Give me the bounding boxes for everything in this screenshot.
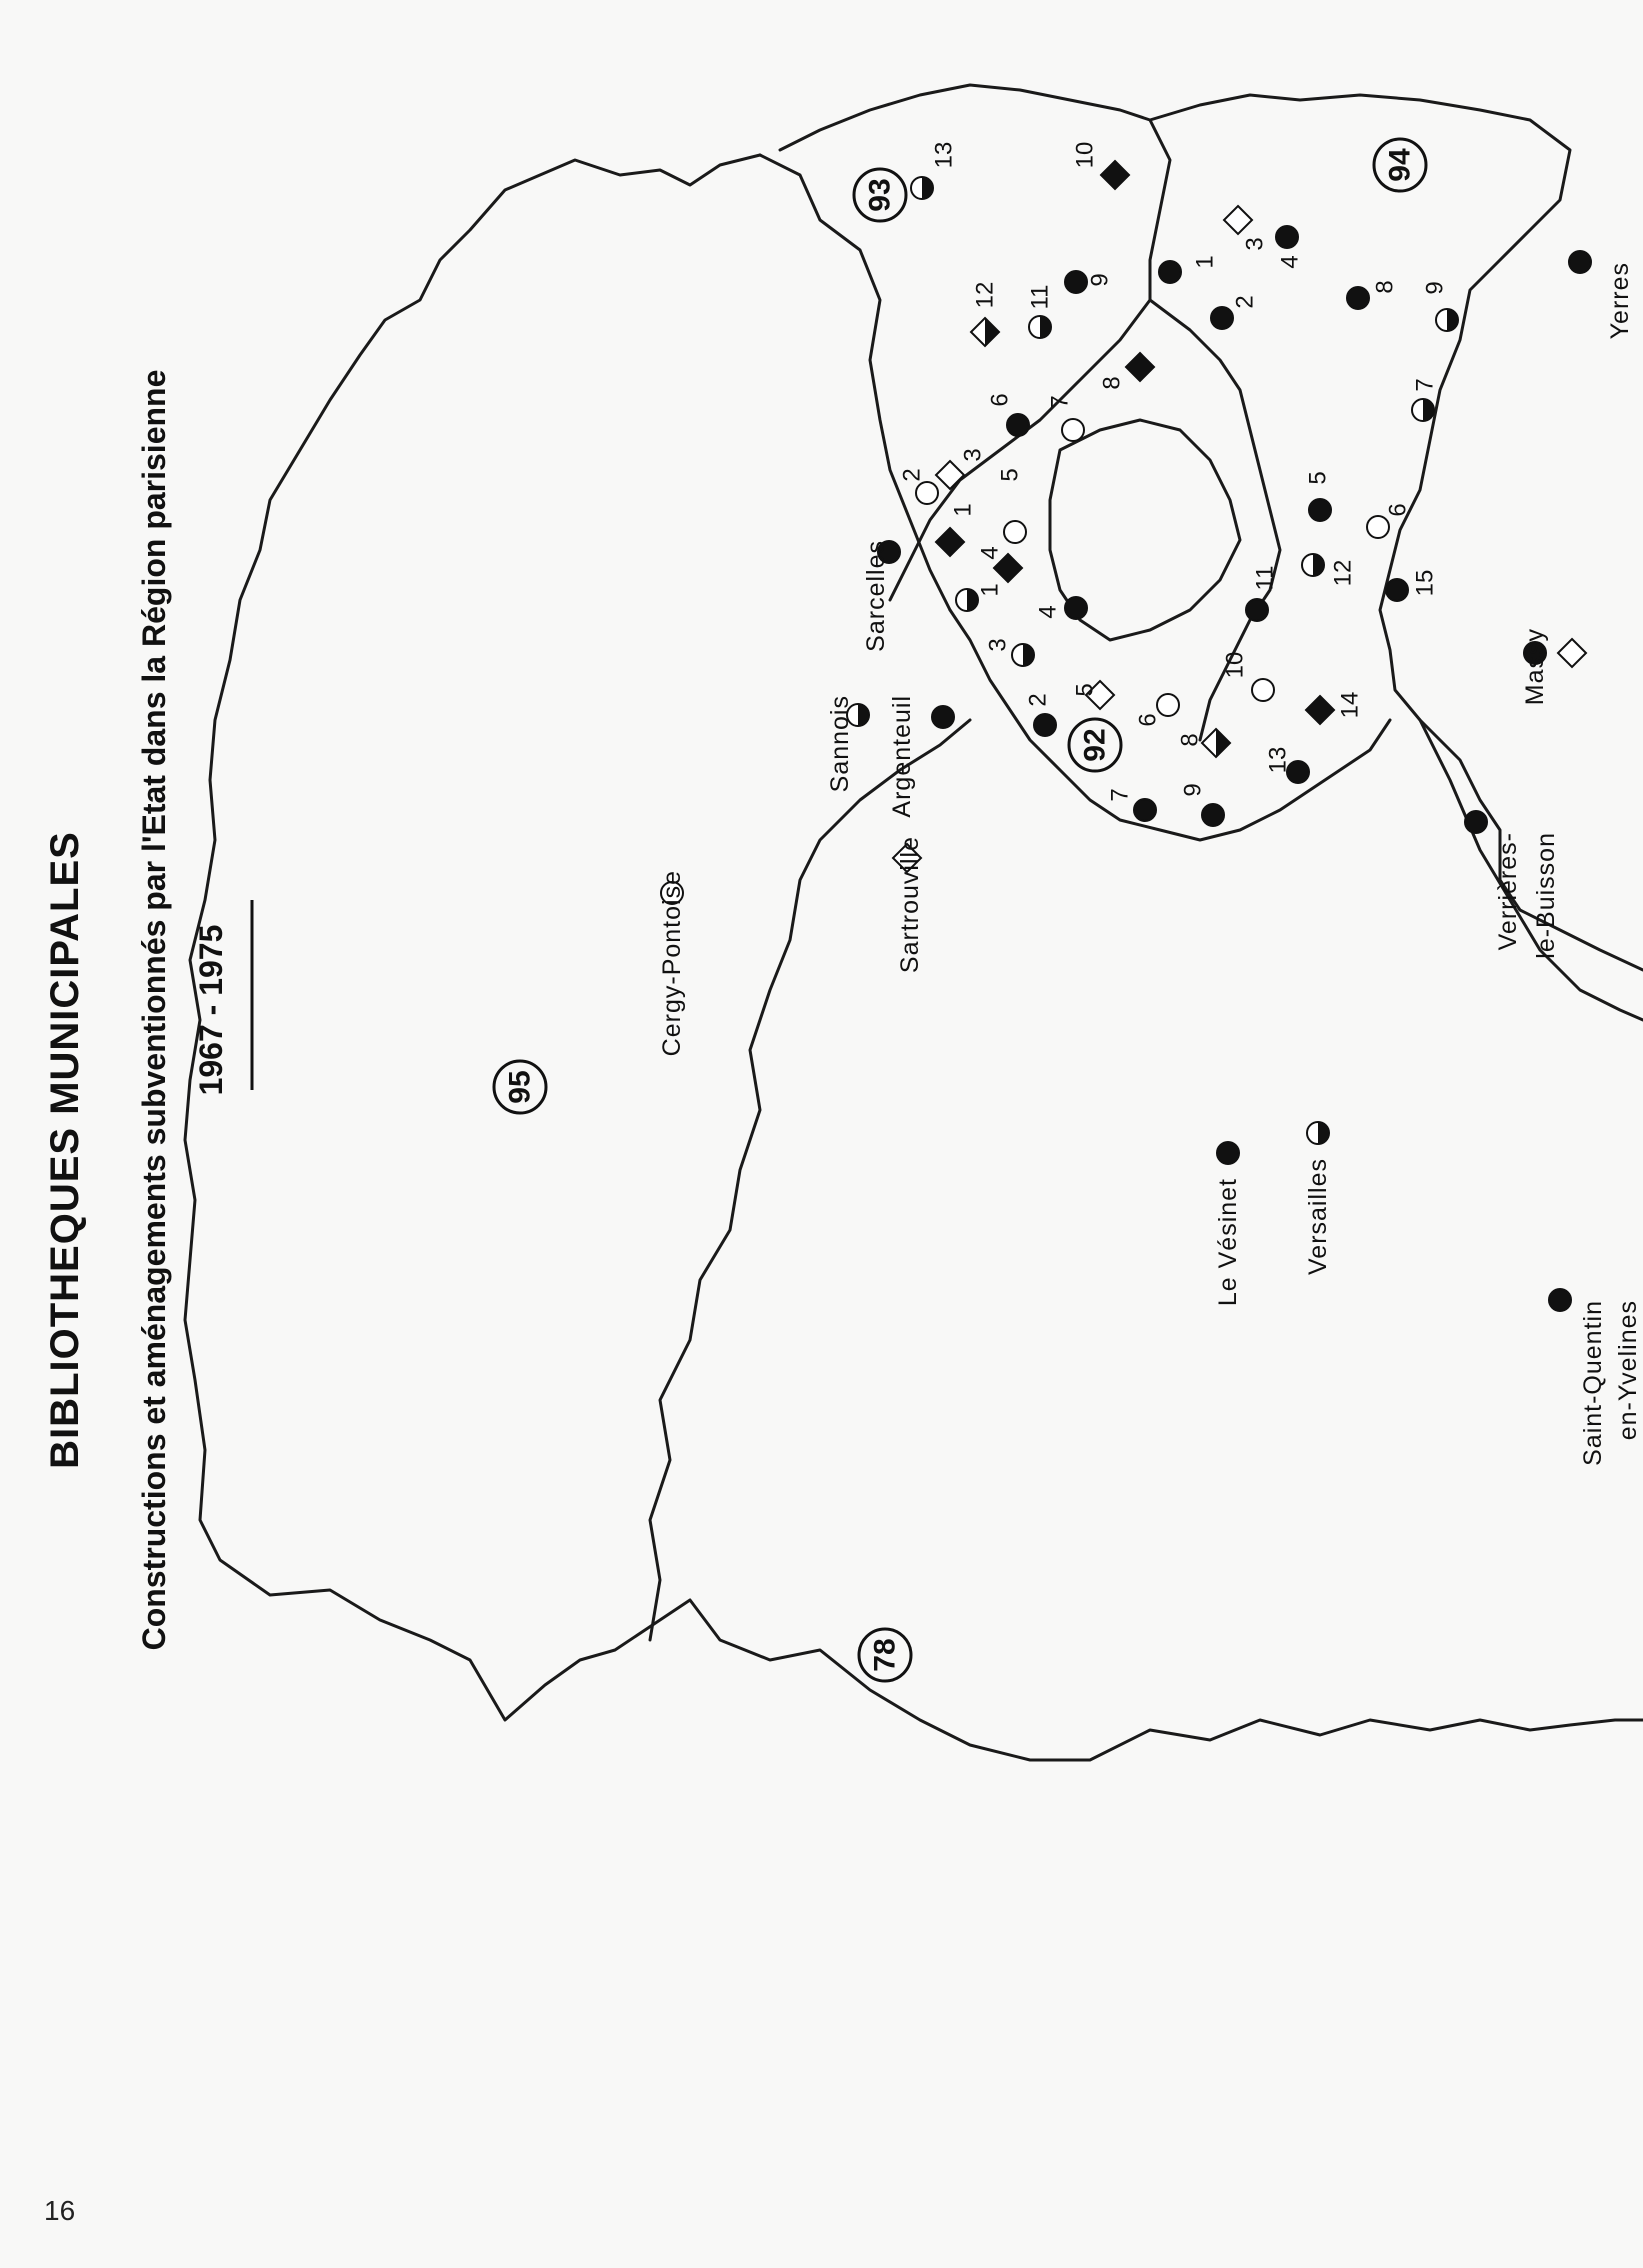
numbered-site (1072, 681, 1115, 709)
site-number: 6 (1384, 503, 1412, 517)
site-number: 3 (1241, 237, 1269, 251)
numbered-site (1306, 692, 1364, 724)
title-block (43, 370, 252, 1651)
place-marker (1217, 1142, 1239, 1164)
map-years: 1967 - 1975 (193, 924, 229, 1096)
department-number: 94 (1383, 148, 1417, 182)
numbered-site (911, 142, 958, 199)
site-marker (936, 461, 964, 489)
numbered-site (956, 583, 1004, 611)
map-subtitle: Constructions et aménagements subventionnés par l'Etat dans la Région parisienne (136, 369, 172, 1651)
site-marker (971, 318, 999, 346)
site-number: 10 (1221, 651, 1249, 679)
place-marker (1465, 811, 1487, 833)
place-item (1214, 1142, 1242, 1306)
site-marker (1347, 287, 1369, 309)
place-item (893, 836, 924, 973)
place-item (862, 540, 900, 652)
site-marker (1309, 499, 1331, 521)
department-92 (1069, 719, 1121, 771)
site-number: 10 (1071, 141, 1099, 169)
site-number: 11 (1026, 284, 1054, 310)
site-marker (1306, 696, 1334, 724)
site-number: 1 (1191, 255, 1219, 269)
place-marker (1307, 1122, 1329, 1144)
site-number: 3 (959, 448, 987, 462)
site-marker (1386, 579, 1408, 601)
department-number: 93 (863, 178, 897, 212)
numbered-site (1305, 471, 1332, 521)
place-item (826, 695, 869, 792)
site-marker (1134, 799, 1156, 821)
site-number: 9 (1179, 783, 1207, 797)
place-name: Le Vésinet (1214, 1178, 1242, 1307)
site-number: 13 (1264, 746, 1292, 774)
site-number: 8 (1371, 280, 1399, 294)
numbered-site (1246, 566, 1279, 621)
numbered-site (1099, 353, 1155, 390)
numbered-site (1065, 271, 1114, 293)
place-item (1614, 1300, 1642, 1440)
numbered-site (1265, 747, 1310, 783)
place-item (1532, 832, 1560, 959)
place-marker (1549, 1289, 1571, 1311)
place-name: Sarcelles (862, 540, 890, 652)
numbered-site (1035, 597, 1088, 619)
numbered-site (1224, 206, 1269, 251)
numbered-site (936, 448, 987, 489)
site-number: 4 (1034, 605, 1062, 619)
place-labels (658, 251, 1642, 1466)
numbered-site (1180, 783, 1225, 826)
site-marker (1012, 644, 1034, 666)
boundary-94-92 (1150, 300, 1280, 740)
place-item (1521, 628, 1549, 705)
site-number: 5 (1071, 683, 1099, 697)
site-marker (1034, 714, 1056, 736)
boundary-93 (780, 85, 1170, 600)
place-item (1465, 811, 1522, 950)
site-number: 9 (1421, 281, 1449, 295)
numbered-site (1177, 729, 1231, 757)
site-number: 1 (949, 503, 977, 517)
site-marker (1062, 419, 1084, 441)
site-marker (1157, 694, 1179, 716)
department-94 (1374, 139, 1426, 191)
numbered-site (1211, 295, 1259, 329)
department-number: 78 (868, 1638, 902, 1672)
site-number: 6 (1134, 713, 1162, 727)
numbered-site (985, 638, 1035, 666)
place-name: Saint-Quentin (1579, 1300, 1607, 1466)
department-95 (494, 1061, 546, 1113)
place-name: Cergy-Pontoise (658, 870, 686, 1057)
site-number: 8 (1176, 733, 1204, 747)
place-marker (932, 706, 954, 728)
site-number: 2 (1024, 693, 1052, 707)
site-number: 7 (1411, 378, 1439, 392)
place-name: Sannois (826, 695, 854, 793)
site-marker (1101, 161, 1129, 189)
site-number: 9 (1086, 273, 1114, 287)
site-number: 2 (898, 468, 926, 482)
department-78 (859, 1629, 911, 1681)
numbered-site (1276, 226, 1304, 269)
site-number: 1 (976, 583, 1004, 597)
place-name: Versailles (1304, 1158, 1332, 1275)
site-number: 7 (1046, 395, 1074, 409)
place-name: en-Yvelines (1614, 1300, 1642, 1441)
place-name: Verrières- (1494, 832, 1522, 951)
site-number: 2 (1231, 295, 1259, 309)
numbered-site (987, 393, 1030, 436)
place-item (1549, 1289, 1607, 1466)
site-number: 7 (1106, 788, 1134, 802)
department-number: 92 (1078, 728, 1112, 762)
numbered-site (1072, 142, 1130, 189)
numbered-site (1347, 280, 1399, 309)
map-title: BIBLIOTHEQUES MUNICIPALES (43, 831, 87, 1469)
site-number: 13 (930, 141, 958, 169)
site-marker (956, 589, 978, 611)
numbered-site (1302, 554, 1357, 586)
site-number: 5 (996, 468, 1024, 482)
numbered-sites (899, 142, 1459, 826)
place-item (1569, 251, 1634, 339)
site-number: 15 (1411, 569, 1439, 597)
site-marker (936, 528, 964, 556)
place-item (658, 870, 686, 1056)
numbered-site (1027, 285, 1054, 338)
site-marker (916, 482, 938, 504)
site-number: 12 (1329, 559, 1357, 587)
site-marker (1202, 804, 1224, 826)
site-marker (1065, 271, 1087, 293)
extra-marker (1558, 639, 1586, 667)
numbered-site (1025, 693, 1057, 736)
numbered-site (1159, 255, 1219, 283)
site-marker (1224, 206, 1252, 234)
site-marker (1202, 729, 1230, 757)
site-marker (1252, 679, 1274, 701)
site-number: 4 (1276, 255, 1304, 269)
department-93 (854, 169, 906, 221)
site-number: 12 (971, 281, 999, 309)
site-marker (1367, 516, 1389, 538)
department-labels (494, 139, 1426, 1681)
site-number: 11 (1251, 565, 1279, 591)
place-name: Sartrouville (896, 836, 924, 974)
site-marker (911, 177, 933, 199)
site-number: 5 (1304, 471, 1332, 485)
numbered-site (1135, 694, 1180, 727)
site-marker (1211, 307, 1233, 329)
boundary-92 (950, 610, 1390, 840)
site-marker (1412, 399, 1434, 421)
site-number: 8 (1098, 376, 1126, 390)
site-marker (1436, 309, 1458, 331)
boundary-94 (1150, 95, 1643, 970)
place-marker (1569, 251, 1591, 273)
site-marker (1065, 597, 1087, 619)
site-number: 4 (976, 546, 1004, 560)
site-marker (1246, 599, 1268, 621)
place-name: Argenteuil (888, 695, 916, 818)
site-number: 6 (986, 393, 1014, 407)
site-marker (1159, 261, 1181, 283)
site-marker (1004, 521, 1026, 543)
place-name: Massy (1521, 628, 1549, 706)
site-number: 14 (1336, 691, 1364, 719)
place-item (1304, 1122, 1332, 1275)
department-number: 95 (503, 1070, 537, 1104)
numbered-site (997, 468, 1027, 543)
site-marker (1126, 353, 1154, 381)
place-name: Yerres (1606, 262, 1634, 340)
site-marker (1276, 226, 1298, 248)
numbered-site (1386, 570, 1439, 601)
numbered-site (899, 468, 939, 504)
place-name: le-Buisson (1532, 832, 1560, 959)
boundary-95-east (760, 155, 950, 610)
site-marker (1302, 554, 1324, 576)
numbered-site (971, 282, 999, 346)
numbered-site (977, 546, 1023, 582)
site-marker (1007, 414, 1029, 436)
site-marker (1029, 316, 1051, 338)
page-number: 16 (44, 2195, 76, 2226)
numbered-site (936, 503, 977, 556)
numbered-site (1222, 652, 1275, 701)
site-number: 3 (984, 638, 1012, 652)
numbered-site (1047, 395, 1085, 441)
numbered-site (1422, 281, 1459, 331)
